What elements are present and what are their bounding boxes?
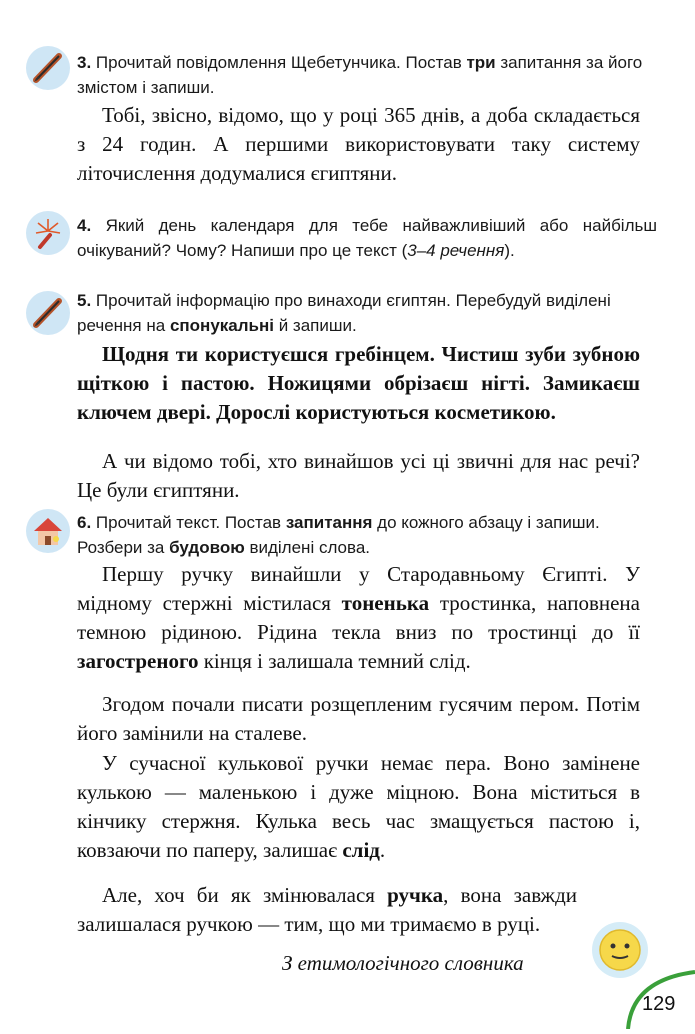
task-text: Прочитай інформацію про винаходи єгиптян. Перебудуй виділені речення на xyxy=(77,291,611,335)
task-5 xyxy=(77,288,657,338)
paragraph-2: Згодом почали писати розщепленим гусячим пером. Потім його замінили на сталеве. xyxy=(77,692,640,745)
task-number: 6. xyxy=(77,513,92,532)
task-italic: 3–4 речення xyxy=(407,241,505,260)
paragraph-4 xyxy=(77,881,577,939)
paragraph-text: , вона завжди залишалася ручкою — тим, що ми тримаємо в руці. xyxy=(77,883,577,936)
highlighted-word: ручка xyxy=(387,883,444,907)
task-text: ). xyxy=(504,241,515,260)
text-5-plain: А чи відомо тобі, хто винайшов усі ці звичні для нас речі? Це були єгиптяни. xyxy=(77,449,640,502)
task-number: 4. xyxy=(77,216,92,235)
page-number: 129 xyxy=(642,993,676,1015)
task-text: й запиши. xyxy=(273,316,357,335)
paragraph-text: У сучасної кулькової ручки немає пера. Воно замінене кулькою — маленькою і дуже міцною. Вона міститься в кінчику стержня. Кулька весь час змащується пастою і, ковзаючи по паперу, залишає xyxy=(77,751,640,862)
task-number: 3. xyxy=(77,53,92,72)
house-icon xyxy=(26,509,70,553)
task-bold: три xyxy=(466,53,496,72)
paragraph-text: тростинка, наповнена темною рідиною. Рідина текла вниз по тростинці до її xyxy=(77,591,640,644)
paragraph-text: кінця і залишала темний слід. xyxy=(198,649,471,673)
paragraph-text: Але, хоч би як змінювалася xyxy=(102,883,388,907)
task-text: Прочитай текст. Постав xyxy=(95,513,286,532)
task-3 xyxy=(77,50,657,100)
task-number: 5. xyxy=(77,291,92,310)
text-5-bold: Щодня ти користуєшся гребінцем. Чистиш зуби зубною щіткою і пастою. Ножицями обрізаєш нігті. Замикаєш ключем двері. Дорослі користуються косметикою. xyxy=(77,342,640,424)
task-4 xyxy=(77,213,657,263)
pen-icon xyxy=(26,46,70,90)
task-text: до кожного абзацу і запиши. Розбери за xyxy=(77,513,600,557)
pen-icon xyxy=(26,291,70,335)
paragraph-1 xyxy=(77,560,640,676)
text-3: Тобі, звісно, відомо, що у році 365 днів, а доба складається з 24 годин. А першими використовувати таку систему літочислення додумалися єгиптяни. xyxy=(77,103,640,185)
task-6 xyxy=(77,510,657,560)
task-bold: спонукальні xyxy=(169,316,274,335)
task-text: Який день календаря для тебе найважливіший або найбільш очікуваний? Чому? Напиши про це текст ( xyxy=(77,216,657,260)
task-text: виділені слова. xyxy=(244,538,371,557)
paragraph-text: Першу ручку винайшли у Стародавньому Єгипті. У мідному стержні містилася xyxy=(77,562,640,615)
highlighted-word: загостреного xyxy=(77,649,199,673)
firework-icon xyxy=(26,211,70,255)
highlighted-word: слід xyxy=(342,838,380,862)
highlighted-word: тоненька xyxy=(341,591,430,615)
paragraph-text: . xyxy=(379,838,386,862)
task-bold: будовою xyxy=(169,538,245,557)
task-text: Прочитай повідомлення Щебетунчика. Постав xyxy=(95,53,467,72)
source-caption: З етимологічного словника xyxy=(282,951,524,975)
paragraph-3 xyxy=(77,749,640,865)
task-bold: запитання xyxy=(285,513,373,532)
task-text: запитання за його змістом і запиши. xyxy=(77,53,643,97)
